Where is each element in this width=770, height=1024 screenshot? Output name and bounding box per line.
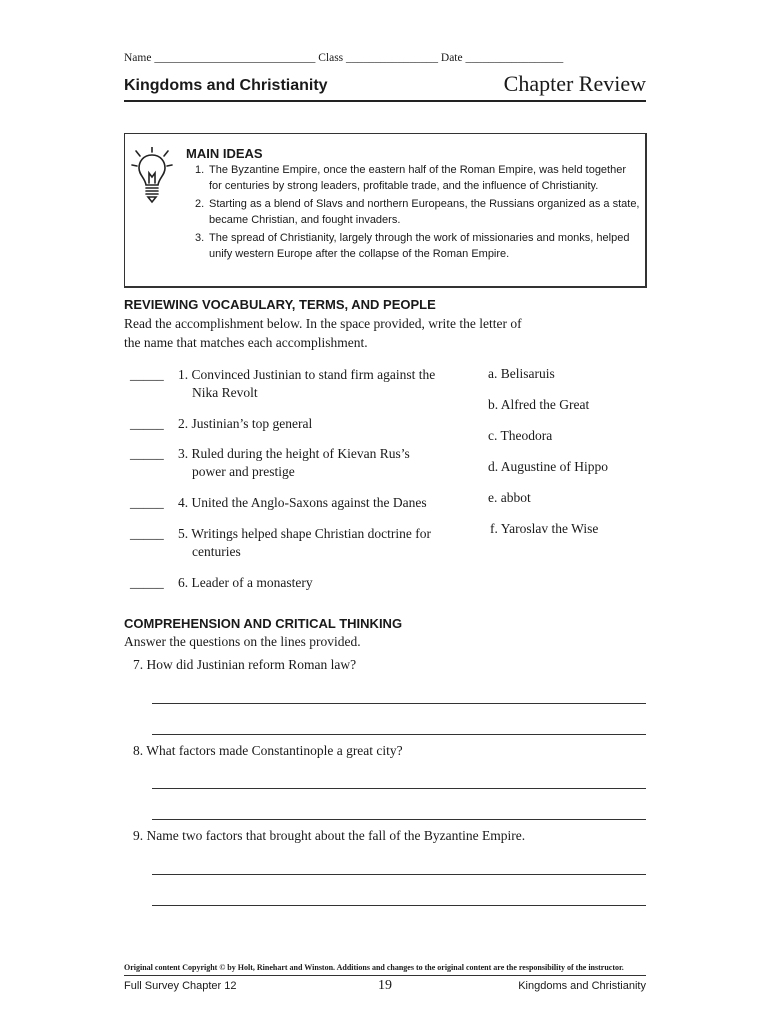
question-text (178, 574, 463, 592)
answer-choice: f. Yaroslav the Wise (490, 521, 599, 536)
name-label: Name (124, 52, 152, 64)
chapter-review-heading: Chapter Review (503, 71, 646, 96)
answer-choice: a. Belisaruis (488, 366, 555, 381)
answer-blank[interactable]: _____ (130, 446, 164, 461)
class-field[interactable]: ________________ (346, 52, 439, 64)
vocab-instructions-line: Read the accomplishment below. In the space provided, write the letter of (124, 316, 522, 331)
answer-line[interactable] (152, 905, 646, 906)
comprehension-heading: COMPREHENSION AND CRITICAL THINKING (124, 616, 403, 631)
answer-blank[interactable]: _____ (130, 367, 164, 382)
question-text (178, 366, 463, 402)
footer-rule (124, 975, 646, 976)
question-text (178, 415, 463, 433)
answer-line[interactable] (152, 703, 646, 704)
copyright-notice: Original content Copyright © by Holt, Rinehart and Winston. Additions and changes to the original content are the responsibility of the instructor. (124, 963, 624, 972)
question-text (178, 445, 463, 481)
footer-title: Kingdoms and Christianity (518, 980, 646, 992)
main-idea-item (195, 231, 640, 262)
answer-blank[interactable]: _____ (130, 575, 164, 590)
question-line: 3. Ruled during the height of Kievan Rus’s (178, 446, 410, 461)
question-9: 9. Name two factors that brought about the fall of the Byzantine Empire. (133, 828, 526, 843)
question-line: 6. Leader of a monastery (178, 575, 313, 590)
answer-choice: e. abbot (488, 490, 531, 505)
question-line: power and prestige (192, 464, 295, 479)
answer-blank[interactable]: _____ (130, 526, 164, 541)
answer-line[interactable] (152, 734, 646, 735)
main-ideas-list (195, 163, 640, 265)
main-idea-item (195, 197, 640, 228)
date-label: Date (440, 52, 463, 64)
vocab-heading: REVIEWING VOCABULARY, TERMS, AND PEOPLE (124, 297, 436, 312)
vocab-instructions (124, 314, 522, 352)
name-class-date-line (124, 52, 646, 64)
main-idea-number: 2. (195, 198, 205, 210)
question-line: 5. Writings helped shape Christian doctrine for (178, 526, 432, 541)
question-line: centuries (192, 544, 241, 559)
class-label: Class (318, 52, 344, 64)
question-text (178, 525, 463, 561)
answer-choice: d. Augustine of Hippo (488, 459, 608, 474)
vocab-instructions-line: the name that matches each accomplishment. (124, 335, 368, 350)
comprehension-instructions: Answer the questions on the lines provided. (124, 634, 361, 649)
question-line: 4. United the Anglo-Saxons against the Danes (178, 495, 427, 510)
answer-blank[interactable]: _____ (130, 416, 164, 431)
name-field[interactable]: ____________________________ (154, 52, 316, 64)
answer-blank[interactable]: _____ (130, 495, 164, 510)
header-rule (124, 100, 646, 102)
question-7: 7. How did Justinian reform Roman law? (133, 657, 357, 672)
main-idea-text: The Byzantine Empire, once the eastern half of the Roman Empire, was held together for centuries by strong leaders, profitable trade, and the influence of Christianity. (209, 164, 627, 192)
main-idea-item (195, 163, 640, 194)
date-field[interactable]: _________________ (465, 52, 564, 64)
answer-choice: c. Theodora (488, 428, 553, 443)
main-idea-text: Starting as a blend of Slavs and northern Europeans, the Russians organized as a state, became Christian, and fought invaders. (209, 198, 640, 226)
main-idea-number: 1. (195, 164, 205, 176)
page-title: Kingdoms and Christianity (124, 77, 328, 94)
main-idea-number: 3. (195, 232, 205, 244)
question-line: 1. Convinced Justinian to stand firm against the (178, 367, 436, 382)
answer-line[interactable] (152, 819, 646, 820)
footer-course: Full Survey Chapter 12 (124, 980, 237, 992)
question-line: Nika Revolt (192, 385, 258, 400)
answer-line[interactable] (152, 874, 646, 875)
answer-line[interactable] (152, 788, 646, 789)
question-line: 2. Justinian’s top general (178, 416, 313, 431)
main-ideas-heading: MAIN IDEAS (186, 146, 263, 161)
page-number: 19 (378, 978, 392, 993)
question-8: 8. What factors made Constantinople a great city? (133, 743, 403, 758)
answer-choice: b. Alfred the Great (488, 397, 590, 412)
lightbulb-icon (131, 147, 173, 205)
question-text (178, 494, 463, 512)
main-idea-text: The spread of Christianity, largely through the work of missionaries and monks, helped unify western Europe after the collapse of the Roman Empire. (209, 232, 630, 260)
